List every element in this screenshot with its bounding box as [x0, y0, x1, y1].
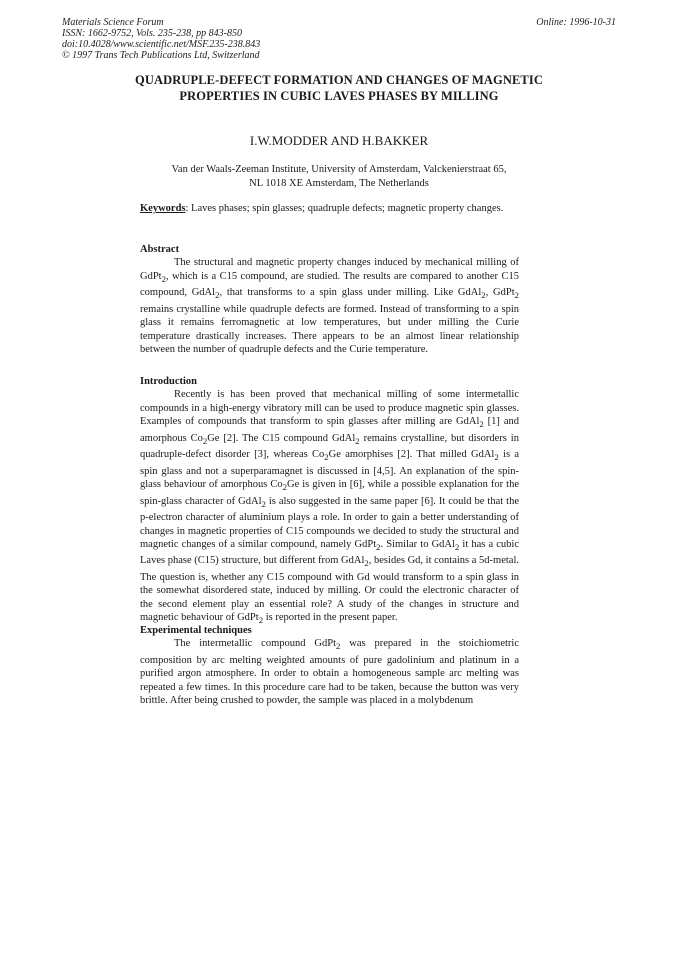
experimental-text: The intermetallic compound GdPt$_2$ was prepared in the stoichiometric composition by arc melting weighted amounts of pure gadolinium and platinum in a purified argon atmosphere. In order to obtain a homogeneous sample arc melting was repeated a few times. In this procedure care had to be taken, because the button was very brittle. After being crushed to powder, the sample was placed in a molybdenum [140, 638, 519, 707]
paper-authors: I.W.MODDER AND H.BAKKER [249, 133, 429, 148]
introduction-section [140, 375, 519, 628]
journal-copyright: © 1997 Trans Tech Publications Ltd, Switzerland [62, 50, 260, 61]
experimental-section [140, 624, 519, 708]
affiliation-line-2: NL 1018 XE Amsterdam, The Netherlands [249, 178, 429, 189]
abstract-text: The structural and magnetic property changes induced by mechanical milling of GdPt$_2$, which is a C15 compound, are studied. The results are compared to another C15 compound, GdAl$_2$, that transforms to a spin glass under milling. Like GdAl$_2$, GdPt$_2$ remains crystalline while quadruple defects are formed. Instead of transforming to a spin glass it remains ferromagnetic at low temperatures, but under milling the Curie temperature drastically increases. There appears to be an almost linear relationship between the number of quadruple defects and the Curie temperature. [140, 257, 519, 356]
keywords-label: Keywords [140, 203, 186, 214]
experimental-heading: Experimental techniques [140, 625, 252, 636]
keywords [140, 202, 592, 216]
abstract-heading: Abstract [140, 244, 180, 255]
abstract-section [140, 243, 519, 356]
paper-title: QUADRUPLE-DEFECT FORMATION AND CHANGES OF MAGNETIC PROPERTIES IN CUBIC LAVES PHASES BY MILLING [135, 73, 543, 103]
introduction-heading: Introduction [140, 376, 197, 387]
keywords-text: : Laves phases; spin glasses; quadruple defects; magnetic property changes. [185, 203, 504, 214]
journal-name: Materials Science Forum [62, 17, 164, 28]
journal-doi: doi:10.4028/www.scientific.net/MSF.235-238.843 [62, 39, 261, 50]
online-date: Online: 1996-10-31 [536, 17, 616, 28]
journal-meta [62, 17, 260, 61]
introduction-text: Recently is has been proved that mechanical milling of some intermetallic compounds in a high-energy vibratory mill can be used to produce magnetic spin glasses. Examples of compounds that transform to spin glasses after milling are GdAl$_2$ [1] and amorphous $Co_2Ge$ [2]. The C15 compound GdAl$_2$ remains crystalline, but disorders in quadruple-defect disorder [3], whereas $Co_2Ge$ amorphises [2]. That milled GdAl$_2$ is a spin glass and not a superparamagnet is discussed in [4,5]. An explanation of the spin-glass behaviour of amorphous $Co_2Ge$ is given in [6], while a possible explanation for the spin-glass character of GdAl$_2$ is also suggested in the same paper [6]. It could be that the p-electron character of aluminium plays a role. In order to gain a better understanding of changes in magnetic properties of C15 compounds we decided to study the structural and magnetic changes of a similar compound, namely GdPt$_2$. Similar to GdAl$_2$ it has a cubic Laves phase (C15) structure, but different from GdAl$_2$, besides Gd, it contains a 5d-metal. The question is, whether any C15 compound with Gd would transform to a spin glass in the somewhat disordered state, induced by milling. Or could the electronic character of the second element play an essential role? A study of the changes in structure and magnetic behaviour of GdPt$_2$ is reported in the present paper. [140, 389, 519, 626]
affiliation-line-1: Van der Waals-Zeeman Institute, University of Amsterdam, Valckenierstraat 65, [171, 164, 507, 175]
paper-affiliation [120, 163, 558, 191]
journal-issn: ISSN: 1662-9752, Vols. 235-238, pp 843-850 [62, 28, 242, 39]
